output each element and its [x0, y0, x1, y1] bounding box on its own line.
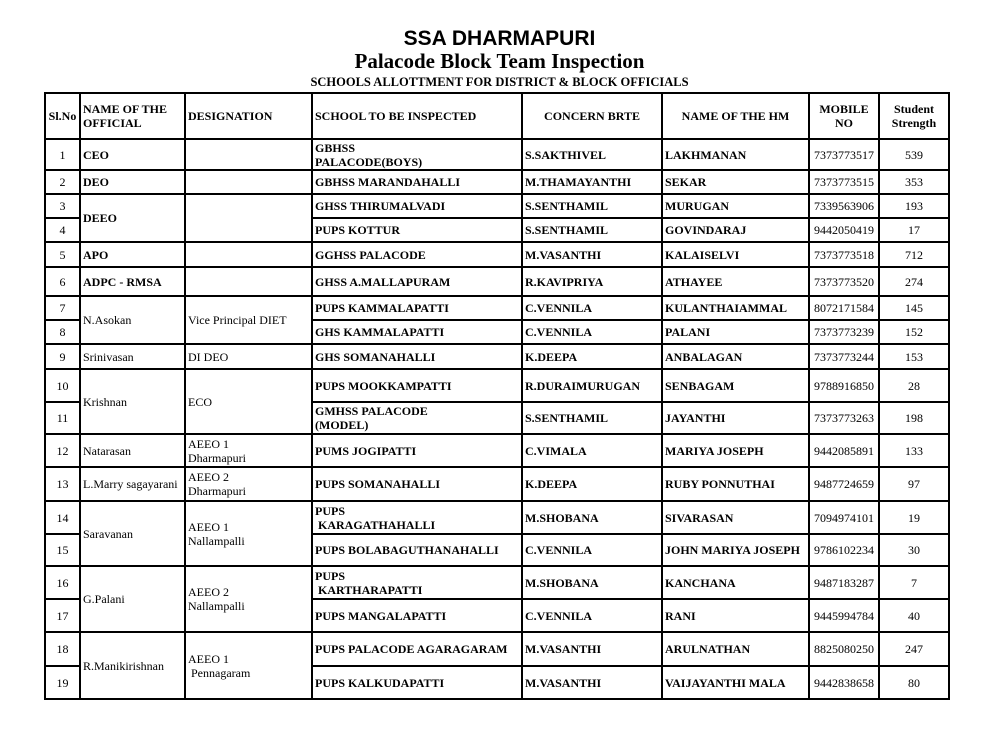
hm-name: PALANI — [662, 320, 809, 344]
hm-name: ATHAYEE — [662, 267, 809, 296]
concern-brte: M.SHOBANA — [522, 501, 662, 534]
school-name: GBHSS PALACODE(BOYS) — [312, 139, 522, 170]
school-name: PUPS KARAGATHAHALLI — [312, 501, 522, 534]
col-official-line1: NAME OF THE — [83, 102, 168, 116]
concern-brte: S.SAKTHIVEL — [522, 139, 662, 170]
designation — [185, 170, 312, 194]
official-name: G.Palani — [80, 566, 185, 632]
school-name: PUMS JOGIPATTI — [312, 434, 522, 467]
hm-name: SEKAR — [662, 170, 809, 194]
official-name: Srinivasan — [80, 344, 185, 369]
student-strength: 30 — [879, 534, 949, 566]
document-caption: SCHOOLS ALLOTTMENT FOR DISTRICT & BLOCK OFFICIALS — [310, 75, 689, 89]
serial-number: 14 — [45, 501, 80, 534]
hm-name: RANI — [662, 599, 809, 632]
school-name: PUPS SOMANAHALLI — [312, 467, 522, 501]
col-slno: Sl.No — [45, 93, 80, 139]
table-row — [45, 369, 949, 402]
concern-brte: C.VENNILA — [522, 296, 662, 320]
serial-number: 6 — [45, 267, 80, 296]
official-name: CEO — [80, 139, 185, 170]
school-name: GMHSS PALACODE (MODEL) — [312, 402, 522, 434]
student-strength: 193 — [879, 194, 949, 218]
table-row — [45, 170, 949, 194]
table-row — [45, 296, 949, 320]
student-strength: 97 — [879, 467, 949, 501]
designation — [185, 139, 312, 170]
hm-name: RUBY PONNUTHAI — [662, 467, 809, 501]
mobile-number: 9487183287 — [809, 566, 879, 599]
official-name: APO — [80, 242, 185, 267]
concern-brte: M.THAMAYANTHI — [522, 170, 662, 194]
hm-name: KALAISELVI — [662, 242, 809, 267]
hm-name: JAYANTHI — [662, 402, 809, 434]
mobile-number: 9442050419 — [809, 218, 879, 242]
serial-number: 12 — [45, 434, 80, 467]
col-brte: CONCERN BRTE — [522, 93, 662, 139]
designation: Vice Principal DIET — [185, 296, 312, 344]
student-strength: 40 — [879, 599, 949, 632]
concern-brte: K.DEEPA — [522, 344, 662, 369]
concern-brte: M.SHOBANA — [522, 566, 662, 599]
concern-brte: M.VASANTHI — [522, 666, 662, 699]
concern-brte: S.SENTHAMIL — [522, 218, 662, 242]
serial-number: 1 — [45, 139, 80, 170]
serial-number: 3 — [45, 194, 80, 218]
col-mobile — [809, 93, 879, 139]
serial-number: 18 — [45, 632, 80, 666]
student-strength: 712 — [879, 242, 949, 267]
document-subtitle: Palacode Block Team Inspection — [354, 49, 645, 73]
student-strength: 80 — [879, 666, 949, 699]
official-name: R.Manikirishnan — [80, 632, 185, 699]
student-strength: 19 — [879, 501, 949, 534]
school-name: PUPS KARTHARAPATTI — [312, 566, 522, 599]
designation — [185, 194, 312, 242]
hm-name: KULANTHAIAMMAL — [662, 296, 809, 320]
hm-name: GOVINDARAJ — [662, 218, 809, 242]
col-mobile-line1: MOBILE — [819, 102, 869, 116]
school-name: PUPS KAMMALAPATTI — [312, 296, 522, 320]
student-strength: 145 — [879, 296, 949, 320]
serial-number: 17 — [45, 599, 80, 632]
table-row — [45, 267, 949, 296]
school-name: PUPS BOLABAGUTHANAHALLI — [312, 534, 522, 566]
table-row — [45, 501, 949, 534]
designation: AEEO 1 Nallampalli — [185, 501, 312, 566]
student-strength: 133 — [879, 434, 949, 467]
serial-number: 11 — [45, 402, 80, 434]
student-strength: 274 — [879, 267, 949, 296]
table-row — [45, 139, 949, 170]
student-strength: 153 — [879, 344, 949, 369]
mobile-number: 9442085891 — [809, 434, 879, 467]
serial-number: 4 — [45, 218, 80, 242]
school-name: GHSS A.MALLAPURAM — [312, 267, 522, 296]
col-strength-line1: Student — [893, 102, 934, 116]
designation — [185, 267, 312, 296]
hm-name: SIVARASAN — [662, 501, 809, 534]
hm-name: MURUGAN — [662, 194, 809, 218]
designation: DI DEO — [185, 344, 312, 369]
col-strength — [879, 93, 949, 139]
hm-name: ARULNATHAN — [662, 632, 809, 666]
school-name: GGHSS PALACODE — [312, 242, 522, 267]
table-header-row — [45, 93, 949, 139]
official-name: N.Asokan — [80, 296, 185, 344]
student-strength: 28 — [879, 369, 949, 402]
school-name: GBHSS MARANDAHALLI — [312, 170, 522, 194]
concern-brte: S.SENTHAMIL — [522, 402, 662, 434]
table-row — [45, 467, 949, 501]
table-row — [45, 434, 949, 467]
school-name: PUPS MANGALAPATTI — [312, 599, 522, 632]
official-name: Saravanan — [80, 501, 185, 566]
school-name: PUPS KALKUDAPATTI — [312, 666, 522, 699]
official-name: L.Marry sagayarani — [80, 467, 185, 501]
official-name: Krishnan — [80, 369, 185, 434]
concern-brte: C.VENNILA — [522, 534, 662, 566]
serial-number: 8 — [45, 320, 80, 344]
col-official-line2: OFFICIAL — [83, 116, 142, 130]
col-mobile-line2: NO — [835, 116, 853, 130]
school-name: PUPS MOOKKAMPATTI — [312, 369, 522, 402]
serial-number: 13 — [45, 467, 80, 501]
designation — [185, 242, 312, 267]
hm-name: LAKHMANAN — [662, 139, 809, 170]
official-name: DEO — [80, 170, 185, 194]
mobile-number: 7373773239 — [809, 320, 879, 344]
mobile-number: 7373773517 — [809, 139, 879, 170]
concern-brte: K.DEEPA — [522, 467, 662, 501]
table-row — [45, 566, 949, 599]
mobile-number: 9487724659 — [809, 467, 879, 501]
serial-number: 2 — [45, 170, 80, 194]
designation: AEEO 2 Dharmapuri — [185, 467, 312, 501]
table-row — [45, 194, 949, 218]
student-strength: 247 — [879, 632, 949, 666]
school-name: PUPS PALACODE AGARAGARAM — [312, 632, 522, 666]
student-strength: 539 — [879, 139, 949, 170]
school-name: GHS KAMMALAPATTI — [312, 320, 522, 344]
serial-number: 19 — [45, 666, 80, 699]
serial-number: 7 — [45, 296, 80, 320]
school-name: PUPS KOTTUR — [312, 218, 522, 242]
col-designation: DESIGNATION — [185, 93, 312, 139]
table-row — [45, 242, 949, 267]
mobile-number: 7339563906 — [809, 194, 879, 218]
official-name: DEEO — [80, 194, 185, 242]
concern-brte: M.VASANTHI — [522, 632, 662, 666]
hm-name: MARIYA JOSEPH — [662, 434, 809, 467]
mobile-number: 9786102234 — [809, 534, 879, 566]
serial-number: 10 — [45, 369, 80, 402]
allotment-table — [44, 92, 950, 700]
mobile-number: 9445994784 — [809, 599, 879, 632]
mobile-number: 7373773263 — [809, 402, 879, 434]
mobile-number: 9442838658 — [809, 666, 879, 699]
concern-brte: R.KAVIPRIYA — [522, 267, 662, 296]
mobile-number: 7373773520 — [809, 267, 879, 296]
hm-name: KANCHANA — [662, 566, 809, 599]
mobile-number: 7373773244 — [809, 344, 879, 369]
serial-number: 9 — [45, 344, 80, 369]
concern-brte: C.VENNILA — [522, 599, 662, 632]
student-strength: 152 — [879, 320, 949, 344]
mobile-number: 8825080250 — [809, 632, 879, 666]
concern-brte: C.VIMALA — [522, 434, 662, 467]
designation: AEEO 1 Dharmapuri — [185, 434, 312, 467]
table-row — [45, 344, 949, 369]
official-name: Natarasan — [80, 434, 185, 467]
designation: AEEO 1 Pennagaram — [185, 632, 312, 699]
mobile-number: 7094974101 — [809, 501, 879, 534]
designation: ECO — [185, 369, 312, 434]
col-school: SCHOOL TO BE INSPECTED — [312, 93, 522, 139]
concern-brte: R.DURAIMURUGAN — [522, 369, 662, 402]
col-official — [80, 93, 185, 139]
mobile-number: 8072171584 — [809, 296, 879, 320]
mobile-number: 7373773518 — [809, 242, 879, 267]
document-title: SSA DHARMAPURI — [403, 27, 596, 50]
concern-brte: C.VENNILA — [522, 320, 662, 344]
hm-name: SENBAGAM — [662, 369, 809, 402]
concern-brte: S.SENTHAMIL — [522, 194, 662, 218]
mobile-number: 9788916850 — [809, 369, 879, 402]
student-strength: 7 — [879, 566, 949, 599]
student-strength: 353 — [879, 170, 949, 194]
serial-number: 5 — [45, 242, 80, 267]
student-strength: 198 — [879, 402, 949, 434]
mobile-number: 7373773515 — [809, 170, 879, 194]
designation: AEEO 2 Nallampalli — [185, 566, 312, 632]
concern-brte: M.VASANTHI — [522, 242, 662, 267]
school-name: GHS SOMANAHALLI — [312, 344, 522, 369]
col-hm: NAME OF THE HM — [662, 93, 809, 139]
hm-name: JOHN MARIYA JOSEPH — [662, 534, 809, 566]
serial-number: 16 — [45, 566, 80, 599]
col-strength-line2: Strength — [891, 116, 937, 130]
official-name: ADPC - RMSA — [80, 267, 185, 296]
student-strength: 17 — [879, 218, 949, 242]
school-name: GHSS THIRUMALVADI — [312, 194, 522, 218]
table-row — [45, 632, 949, 666]
serial-number: 15 — [45, 534, 80, 566]
hm-name: VAIJAYANTHI MALA — [662, 666, 809, 699]
hm-name: ANBALAGAN — [662, 344, 809, 369]
